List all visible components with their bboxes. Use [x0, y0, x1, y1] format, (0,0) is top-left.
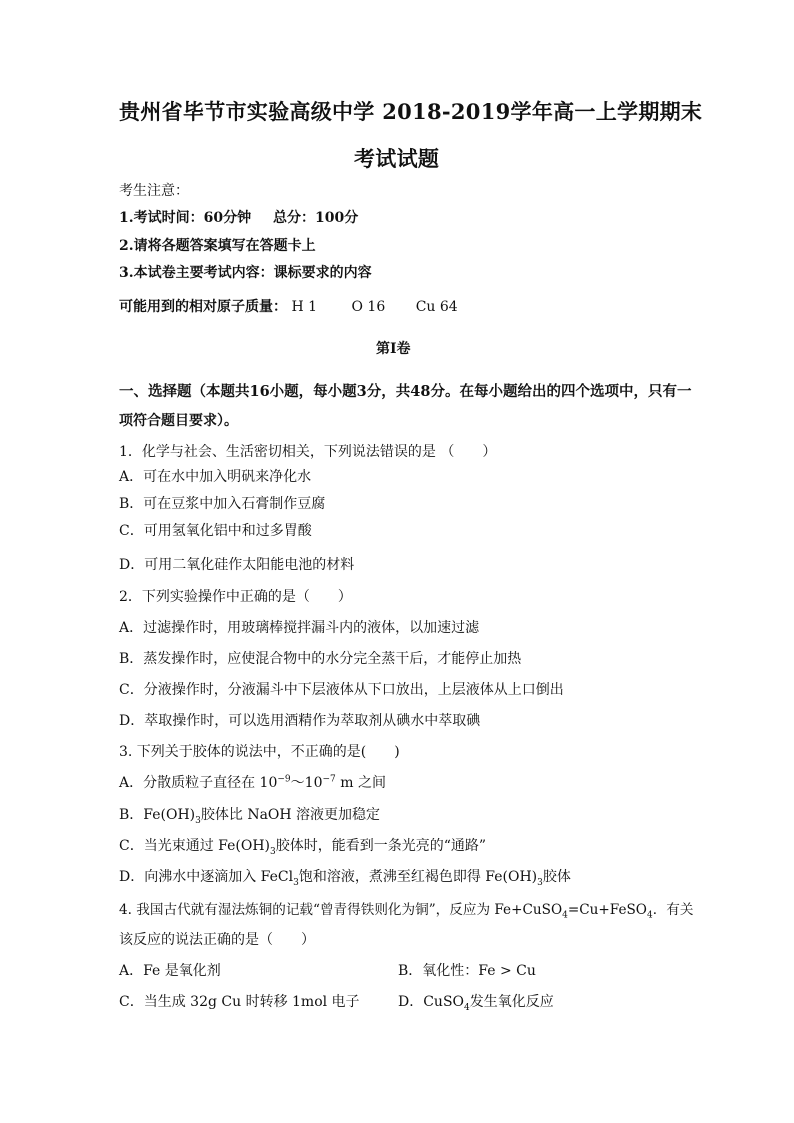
atomic-mass-line — [119, 296, 458, 316]
question-3-option-b — [119, 804, 380, 824]
question-4-option-d — [398, 991, 554, 1011]
q4-stem-post: ．有关 — [652, 902, 694, 918]
section-instructions-line1: 一、选择题（本题共16小题，每小题3分，共48分。在每小题给出的四个选项中，只有一 — [119, 383, 692, 400]
question-2-option-c: C．分液操作时，分液漏斗中下层液体从下口放出，上层液体从上口倒出 — [119, 682, 564, 698]
notice-heading: 考生注意： — [119, 183, 189, 199]
question-2-option-d: D．萃取操作时，可以选用酒精作为萃取剂从碘水中萃取碘 — [119, 713, 481, 729]
q3b-text: B．Fe(OH) — [119, 807, 196, 823]
question-1-option-d: D．可用二氧化硅作太阳能电池的材料 — [119, 557, 355, 573]
q4d-text: D．CuSO — [398, 994, 465, 1010]
exam-title-line1: 贵州省毕节市实验高级中学 2018-2019学年高一上学期期末 — [119, 99, 703, 124]
q4d-post: 发生氧化反应 — [469, 994, 554, 1010]
question-1-option-c: C．可用氢氧化铝中和过多胃酸 — [119, 523, 312, 539]
question-2-option-a: A．过滤操作时，用玻璃棒搅拌漏斗内的液体，以加速过滤 — [119, 620, 480, 636]
notice-answer-sheet: 2.请将各题答案填写在答题卡上 — [119, 238, 316, 254]
q4d-sub: 4 — [464, 1002, 470, 1013]
q3d-post: 胶体 — [542, 869, 571, 885]
q3a-exp1: −9 — [277, 774, 291, 785]
question-3-option-d — [119, 866, 571, 886]
q3a-text: A．分散质粒子直径在 10 — [119, 775, 278, 791]
question-1-option-a: A．可在水中加入明矾来净化水 — [119, 469, 312, 485]
q3a-exp2: −7 — [322, 774, 336, 785]
exam-title-line2: 考试试题 — [354, 146, 440, 171]
atomic-mass-o: O 16 — [351, 299, 386, 315]
question-2-option-b: B．蒸发操作时，应使混合物中的水分完全蒸干后，才能停止加热 — [119, 651, 522, 667]
q3c-post: 胶体时，能看到一条光亮的“通路” — [275, 838, 487, 854]
section-instructions-line2: 项符合题目要求）。 — [119, 413, 238, 429]
q4-stem-sub2: 4 — [646, 910, 653, 921]
question-3-option-c — [119, 835, 486, 855]
notice-exam-time: 1.考试时间：60分钟 — [119, 210, 252, 226]
q3d-mid: 饱和溶液，煮沸至红褐色即得 Fe(OH) — [298, 869, 538, 885]
q3d-text: D．向沸水中逐滴加入 FeCl — [119, 869, 294, 885]
question-3-option-a — [119, 772, 386, 792]
q3d-sub2: 3 — [537, 877, 543, 888]
q3a-post: m 之间 — [335, 775, 386, 791]
q3b-post: 胶体比 NaOH 溶液更加稳定 — [200, 807, 381, 823]
q4-stem-mid: =Cu+FeSO — [567, 902, 647, 918]
question-1-option-b: B．可在豆浆中加入石膏制作豆腐 — [119, 496, 326, 512]
question-3-stem: 3. 下列关于胶体的说法中，不正确的是( ) — [119, 744, 400, 760]
q3c-sub: 3 — [270, 846, 276, 857]
notice-content: 3.本试卷主要考试内容：课标要求的内容 — [119, 265, 372, 281]
atomic-mass-label: 可能用到的相对原子质量： — [119, 299, 287, 315]
q3c-text: C．当光束通过 Fe(OH) — [119, 838, 271, 854]
notice-total-score: 总分：100分 — [273, 210, 359, 226]
question-4-option-a: A．Fe 是氧化剂 — [119, 963, 221, 979]
q3a-mid: ～10 — [290, 775, 323, 791]
question-4-option-c: C．当生成 32g Cu 时转移 1mol 电子 — [119, 994, 360, 1010]
q3b-sub: 3 — [195, 815, 201, 826]
question-2-stem: 2．下列实验操作中正确的是（ ） — [119, 589, 352, 605]
volume-title: 第I卷 — [376, 341, 411, 357]
question-1-stem: 1．化学与社会、生活密切相关，下列说法错误的是 （ ） — [119, 444, 497, 460]
question-4-stem-line1 — [119, 898, 694, 921]
q3d-sub1: 3 — [293, 877, 299, 888]
q4-stem-sub1: 4 — [562, 910, 568, 921]
atomic-mass-cu: Cu 64 — [415, 299, 458, 315]
question-4-option-b: B．氧化性：Fe > Cu — [398, 963, 536, 979]
atomic-mass-h: H 1 — [291, 299, 318, 315]
q4-stem-text: 4. 我国古代就有湿法炼铜的记载“曾青得铁则化为铜”，反应为 Fe+CuSO — [119, 902, 563, 918]
question-4-stem-line2: 该反应的说法正确的是（ ） — [119, 932, 315, 948]
